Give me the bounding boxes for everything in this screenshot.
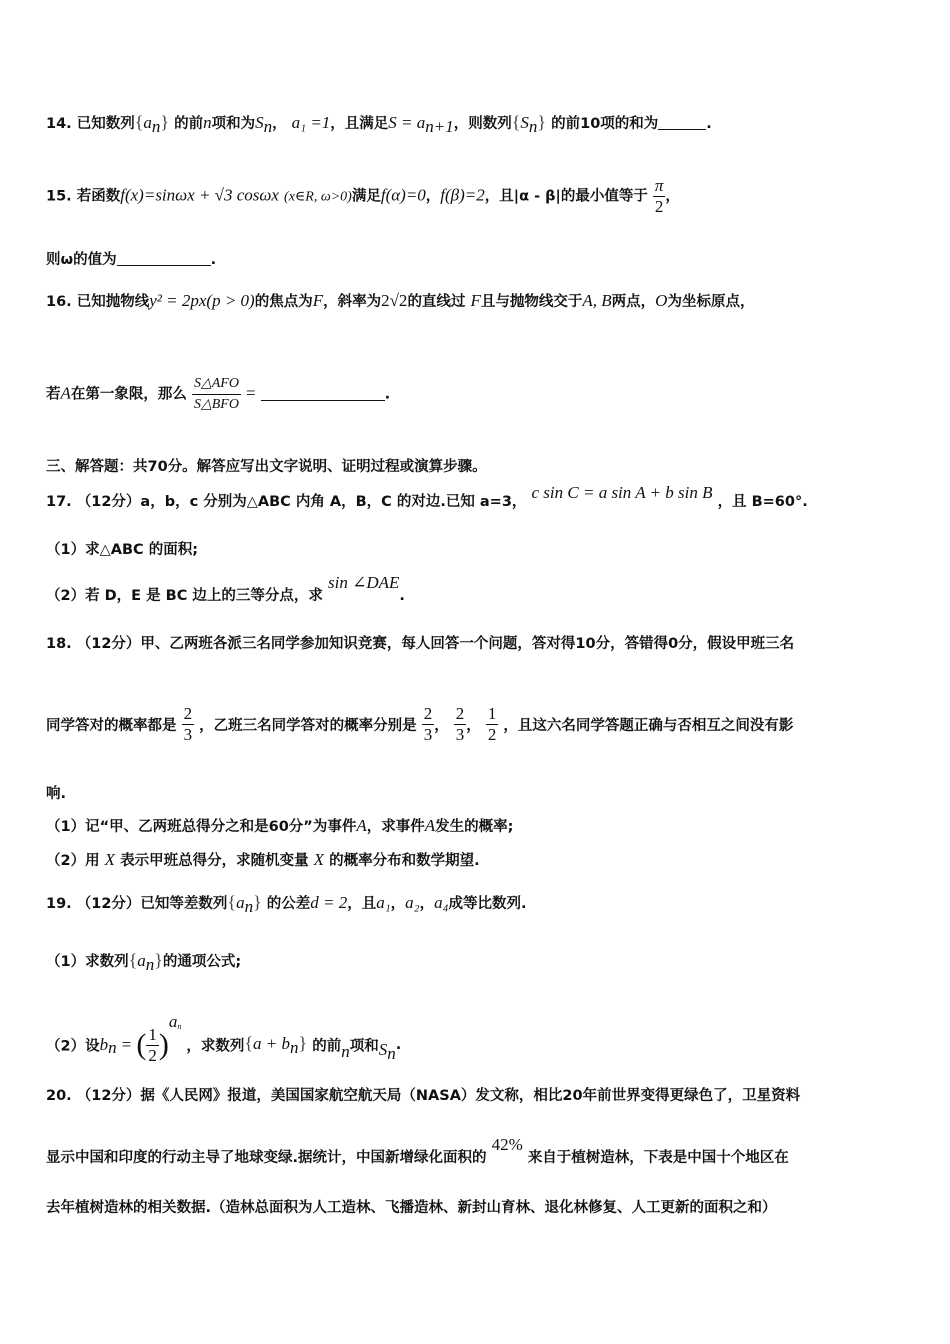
q15-text: ，且|α - β|的最小值等于 [484,188,648,205]
question-20-line2 [46,1135,789,1167]
q17-text: （2）若 D，E 是 BC 边上的三等分点，求 [46,588,323,604]
question-15: 15. 若函数f(x)=sinωx + √3 cosωx (x∈R, ω>0)满足f(α)=0，f(β)=2，且|α - β|的最小值等于 $\frac{\pi}{2}$ ， [46,176,680,216]
q15-text: 则ω的值为 [46,252,117,268]
q16-text: 的焦点为 [254,294,313,310]
q16-number: 16. [46,294,72,310]
q18-text: 同学答对的概率都是 [46,718,177,734]
q15-number: 15. [46,188,72,205]
q15-domain: x∈R, ω>0 [288,189,348,205]
q17-expression: sin ∠DAE [327,573,400,592]
q18-fraction: $\frac{2}{3}$ [183,704,193,744]
q17-equation: c sin C = a sin A + b sin B [531,483,713,502]
question-19-part2: （2）设$b_n$ = ( $\frac{1}{2}$ )$^{an}$ ，求数列$\{a + b_n\}$ 的前n项和$S_n$. [46,1012,402,1065]
q19-sum: a + b [253,1034,290,1053]
q16-F: F [312,291,324,310]
q15-cond1: f(α)=0 [380,185,426,205]
q19-an: a [236,893,245,912]
q18-text: ，乙班三名同学答对的概率分别是 [199,718,417,734]
q16-text: ，斜率为 [323,294,382,310]
q18-text: ，且这六名同学答题正确与否相互之间没有影 [503,718,794,734]
q19-sep: ， [390,896,406,912]
q19-half: $\frac{1}{2}$ [148,1024,157,1065]
q19-n: n [341,1042,350,1061]
q19-a1: a₁ [376,893,391,912]
q16-text: 若 [46,386,61,403]
question-20-line3: 去年植树造林的相关数据.（造林总面积为人工造林、飞播造林、新封山育林、退化林修复、人工更新的面积之和） [46,1200,777,1216]
question-18: 18. （12分）甲、乙两班各派三名同学参加知识竞赛，每人回答一个问题，答对得10分，答错得0分，假设甲班三名 [46,636,795,652]
question-15-line2 [46,248,216,269]
question-16-line2 [46,374,390,415]
q14-text: 的前10项的和为 [551,116,659,132]
q19-a2: a₂ [405,893,420,912]
q15-text: . [210,252,217,268]
q16-slope: 2√2 [381,291,408,310]
q18-text: （1）记“甲、乙两班总得分之和是60分”为事件 [46,819,357,835]
q18-event-A: A [424,816,436,835]
question-14: 14. 已知数列$\{a_n\}$ 的前n项和为$S_n$， a₁ =1，且满足$S = a_{n+1}$，则数列$\{S_n\}$ 的前10项的和为 . [46,112,712,136]
q18-text: 表示甲班总得分，求随机变量 [120,853,309,869]
q14-sn: S [255,113,264,132]
q18-X: X [104,850,116,869]
q16-equals: = [246,383,256,403]
q16-text: . [384,386,391,403]
q17-text: ，且 B=60°. [717,494,808,510]
q19-text: 项和 [349,1038,379,1055]
q19-text: 成等比数列. [448,896,527,912]
q14-relation: S = a [388,113,426,132]
q17-text: . [399,588,405,604]
question-16: 16. 已知抛物线y² = 2px(p > 0)的焦点为F，斜率为2√2的直线过 F且与抛物线交于A, B两点，O为坐标原点， [46,291,755,310]
q17-text: 17. （12分）a，b，c 分别为△ABC 内角 A，B，C 的对边.已知 a=3， [46,494,527,510]
question-17-part2 [46,573,405,605]
q19-text: ，求数列 [186,1038,245,1055]
q18-fraction: $\frac{2}{3}$ [423,704,433,744]
q15-text: 满足 [351,188,381,205]
q14-text: ， [272,116,287,132]
q19-text: 的前 [312,1038,342,1055]
question-18-line2 [46,704,793,745]
question-19-part1: （1）求数列$\{a_n\}$的通项公式; [46,950,242,974]
q18-X: X [313,850,325,869]
answer-blank[interactable] [658,115,706,130]
q19-text: 19. （12分）已知等差数列 [46,896,228,912]
q19-sep: ， [419,896,435,912]
q14-number: 14. [46,116,72,132]
q18-text: 发生的概率; [435,819,514,835]
q18-fraction: $\frac{1}{2}$ [487,704,497,744]
q16-A: A [60,383,71,403]
q14-text: 的前 [174,116,204,132]
q16-equation: y² = 2px(p > 0) [149,291,255,310]
q19-text: ，且 [347,896,377,912]
q19-a4: a₄ [434,893,449,912]
q19-bn: b [99,1035,109,1054]
question-20: 20. （12分）据《人民网》报道，美国国家航空航天局（NASA）发文称，相比20年前世界变得更绿色了，卫星资料 [46,1088,801,1104]
q14-text: ，则数列 [453,116,512,132]
q18-text: 的概率分布和数学期望. [329,853,480,869]
q19-equals: = [121,1035,132,1054]
question-18-line3: 响. [46,786,67,802]
q16-ratio: $\frac{\text{S△AFO}}{\text{S△BFO}}$ [193,376,239,412]
q14-text: . [706,116,712,132]
q15-fraction: $\frac{\pi}{2}$ [654,176,664,216]
q19-text: . [395,1037,402,1053]
q19-exponent: a [168,1012,178,1031]
q19-Sn: S [378,1040,388,1059]
q16-text: 已知抛物线 [76,294,150,310]
q16-text: 的直线过 [407,294,466,310]
q14-n: n [203,113,212,132]
q18-event-A: A [356,816,367,835]
q19-text: （1）求数列 [46,954,129,970]
q15-cond2: f(β)=2 [440,185,485,205]
q16-text: 且与抛物线交于 [480,294,583,310]
q14-an: a [143,113,152,132]
q16-text: 两点， [611,294,656,310]
question-17-part1: （1）求△ABC 的面积; [46,542,199,558]
q15-text: 若函数 [76,188,121,205]
q18-comma: ， [434,718,449,734]
q16-text: 为坐标原点， [667,294,755,310]
q19-text: 的通项公式; [162,954,242,970]
q18-text: （2）用 [46,853,100,869]
answer-blank[interactable] [261,386,385,401]
answer-blank[interactable] [117,251,211,266]
q16-O: O [655,291,668,310]
q18-fraction: $\frac{2}{3}$ [455,704,465,744]
q16-text: 在第一象限，那么 [70,386,187,403]
q15-function: f(x)=sinωx + √3 cosωx [120,185,279,205]
q19-text: （2）设 [46,1038,100,1055]
q20-percent: 42% [491,1135,523,1154]
q14-condition: a₁ =1 [291,113,331,132]
question-18-part2 [46,849,480,870]
q20-text: 显示中国和印度的行动主导了地球变绿.据统计，中国新增绿化面积的 [46,1150,487,1166]
question-17 [46,483,808,511]
q14-text: 项和为 [211,116,256,132]
q16-AB: A, B [582,291,612,310]
q14-text: ，且满足 [330,116,389,132]
section-3-heading: 三、解答题：共70分。解答应写出文字说明、证明过程或演算步骤。 [46,459,487,475]
q14-text: 已知数列 [76,116,135,132]
q20-text: 来自于植树造林，下表是中国十个地区在 [527,1150,789,1166]
q15-text: ， [665,188,680,205]
question-18-part1 [46,815,513,836]
q19-d: d = 2 [310,893,348,912]
q18-comma: ， [466,718,481,734]
q18-text: ，求事件 [366,819,425,835]
question-19: 19. （12分）已知等差数列$\{a_n\}$ 的公差d = 2，且a₁，a₂，a₄成等比数列. [46,892,527,916]
q19-text: 的公差 [266,896,311,912]
